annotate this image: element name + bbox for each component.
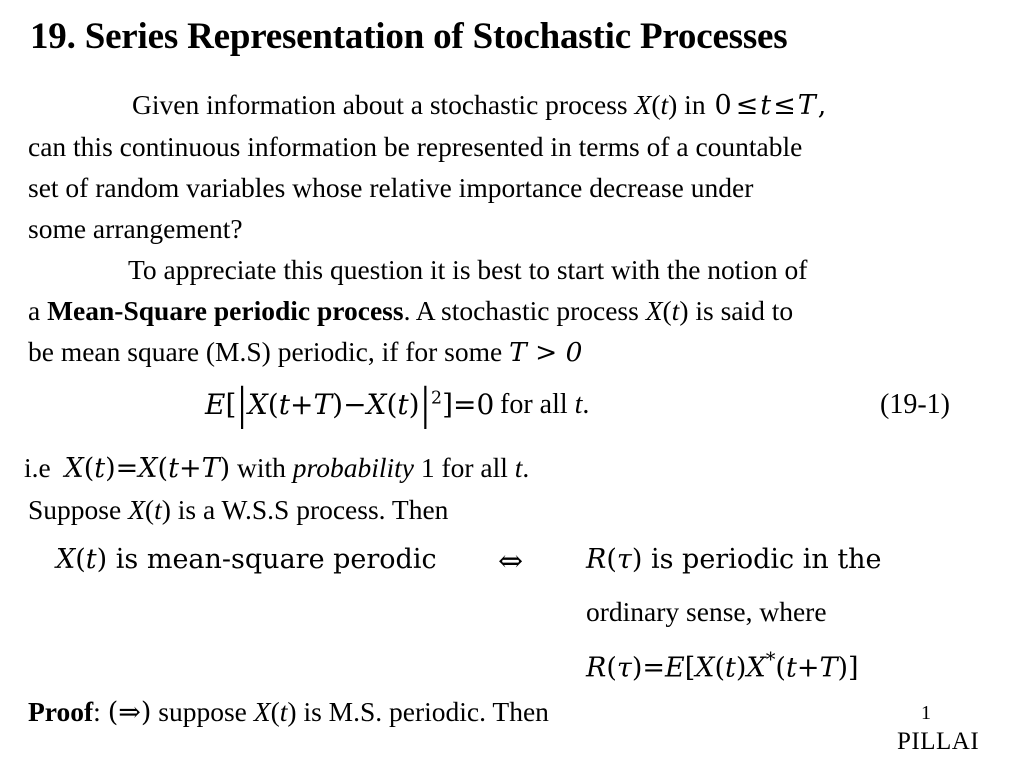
- p1-math-t: t: [660, 89, 669, 120]
- range-variable-t: t: [760, 90, 772, 121]
- suppose-text-b: is a W.S.S process. Then: [170, 494, 449, 525]
- def-equals: =: [642, 652, 665, 684]
- eq-E: E: [205, 388, 226, 421]
- def-paren-4: ): [735, 652, 747, 684]
- eq-minus: −: [343, 388, 367, 421]
- eq-t-1: t: [278, 388, 290, 421]
- p2-line2-b: . A stochastic process: [403, 295, 646, 326]
- ie-equation: [64, 453, 230, 484]
- equiv-rhs-paren-2: ): [631, 544, 643, 575]
- equiv-rhs-text: is periodic in the: [642, 544, 882, 575]
- paragraph-2-line-2: [28, 290, 1008, 331]
- eq-t-2: t: [397, 388, 409, 421]
- def-bracket-close: ]: [848, 652, 859, 684]
- def-paren-5: (: [775, 652, 786, 684]
- ie-line: [24, 452, 1024, 484]
- p2-math-zero: 0: [565, 337, 583, 368]
- suppose-text-a: Suppose: [28, 494, 129, 525]
- def-t-2: t: [785, 652, 797, 684]
- suppose-t: t: [154, 494, 162, 525]
- eq-bar-close: |: [420, 378, 431, 431]
- equation-19-1-number: (19-1): [880, 389, 950, 420]
- ie-equals: =: [115, 453, 139, 484]
- eq-paren-4: ): [408, 388, 420, 421]
- proof-line: [28, 696, 549, 728]
- def-paren-3: (: [714, 652, 726, 684]
- equiv-lhs-text: is mean-square perodic: [107, 544, 437, 575]
- ie-tail-a: 1 for all: [413, 452, 515, 483]
- suppose-line: [28, 494, 448, 526]
- proof-direction-arrow: [108, 697, 152, 728]
- proof-text-b: is M.S. periodic. Then: [296, 696, 549, 727]
- ie-t-2: t: [168, 453, 179, 484]
- def-X-1: X: [695, 652, 715, 684]
- ie-plus: +: [178, 453, 202, 484]
- autocorrelation-definition: [586, 648, 859, 684]
- proof-paren-2: ): [287, 696, 297, 727]
- def-conjugate-star: *: [765, 648, 776, 671]
- ie-label: i.e: [24, 452, 51, 483]
- paragraph-2-line-3: [28, 331, 1008, 373]
- equiv-lhs-t: t: [85, 544, 97, 575]
- eq-bar-open: |: [237, 378, 247, 431]
- proof-text-a: suppose: [151, 696, 254, 727]
- range-comma: ,: [817, 90, 827, 121]
- proof-arrow-paren-close: ): [140, 697, 152, 728]
- def-E: E: [665, 652, 685, 684]
- eq-X-1: X: [247, 388, 268, 421]
- ie-paren-3: (: [157, 453, 169, 484]
- def-R: R: [586, 652, 607, 684]
- proof-arrow-paren-open: (: [107, 697, 119, 728]
- equiv-rhs-R: R: [586, 544, 607, 575]
- ie-probability-word: probability: [292, 452, 414, 483]
- eq-exponent-2: 2: [431, 388, 443, 409]
- p1-math-X: X: [634, 89, 652, 120]
- eq-plus: +: [289, 388, 314, 421]
- p1-text-a: Given information about a stochastic process: [132, 89, 635, 120]
- eq-bracket-open: [: [225, 388, 237, 421]
- equation-19-1-expression: [205, 378, 495, 431]
- p2-line2-a: a: [28, 295, 48, 326]
- ie-paren-4: ): [219, 453, 231, 484]
- p2-math-t: t: [671, 295, 680, 326]
- proof-colon: :: [93, 696, 108, 727]
- p2-math-X: X: [645, 295, 663, 326]
- paragraph-1-line-4: some arrangement?: [28, 213, 243, 244]
- forall-period: .: [582, 389, 590, 420]
- ie-tail-period: .: [522, 452, 530, 483]
- def-T: T: [819, 652, 838, 684]
- forall-variable: t: [574, 389, 583, 420]
- ie-X-1: X: [64, 453, 84, 484]
- proof-label: Proof: [28, 696, 94, 727]
- eq-paren-2: ): [332, 388, 344, 421]
- proof-paren-1: (: [270, 696, 280, 727]
- page-number: 1: [921, 702, 931, 724]
- p1-text-c: ) in: [668, 89, 713, 120]
- mean-square-periodic-process-term: Mean-Square periodic process: [47, 295, 404, 326]
- proof-X: X: [253, 696, 271, 727]
- author-footer: PILLAI: [897, 728, 980, 755]
- eq-X-2: X: [366, 388, 387, 421]
- p1-text-b: (: [651, 89, 661, 120]
- p2-line3-a: be mean square (M.S) periodic, if for some: [28, 336, 510, 367]
- inline-range-expression: [712, 90, 828, 121]
- page-title: 19. Series Representation of Stochastic Processes: [30, 16, 788, 57]
- ie-T: T: [201, 453, 220, 484]
- eq-zero: 0: [476, 388, 495, 421]
- iff-symbol-icon: ⇔: [498, 544, 524, 579]
- def-t-1: t: [725, 652, 736, 684]
- def-paren-1: (: [606, 652, 617, 684]
- equivalence-lhs: [56, 544, 437, 575]
- def-paren-6: ): [837, 652, 848, 684]
- def-plus: +: [796, 652, 820, 684]
- def-tau: τ: [616, 652, 632, 684]
- equiv-lhs-paren-1: (: [75, 544, 86, 575]
- ie-paren-2: ): [105, 453, 116, 484]
- range-le-2: ≤: [773, 90, 796, 121]
- implies-arrow-icon: ⇒: [118, 697, 141, 728]
- eq-T-1: T: [313, 388, 333, 421]
- ie-with: with: [230, 452, 293, 483]
- ie-X-2: X: [138, 453, 158, 484]
- suppose-X: X: [128, 494, 145, 525]
- equiv-rhs-paren-1: (: [606, 544, 617, 575]
- equation-19-1-row: [0, 378, 1024, 432]
- forall-text: for all: [500, 389, 575, 420]
- def-bracket-open: [: [684, 652, 696, 684]
- eq-paren-3: (: [386, 388, 398, 421]
- body-text-block: [28, 84, 1008, 373]
- paragraph-1-line-2: can this continuous information be represented in terms of a countable: [28, 131, 803, 162]
- p2-greater-than: >: [526, 337, 566, 368]
- ie-t-1: t: [94, 453, 106, 484]
- equation-19-1-forall: [500, 389, 589, 421]
- p2-line1-text: To appreciate this question it is best to start with the notion of: [128, 254, 808, 285]
- ie-paren-1: (: [83, 453, 95, 484]
- range-le-1: ≤: [735, 90, 759, 121]
- paragraph-2-line-1: [28, 249, 1008, 290]
- proof-t: t: [279, 696, 288, 727]
- equivalence-rhs-line-2: ordinary sense, where: [586, 596, 827, 627]
- eq-paren-1: (: [267, 388, 279, 421]
- eq-equals: =: [453, 388, 477, 421]
- p2-math-T: T: [509, 337, 527, 368]
- equivalence-rhs-line-1: [586, 544, 882, 575]
- def-paren-2: ): [631, 652, 643, 684]
- p2-line2-c: is said to: [688, 295, 794, 326]
- equiv-rhs-tau: τ: [616, 544, 632, 575]
- range-variable-T: T: [797, 90, 816, 121]
- suppose-paren-2: ): [161, 494, 171, 525]
- suppose-paren-1: (: [144, 494, 155, 525]
- ie-tail-variable: t: [514, 452, 523, 483]
- equiv-lhs-X: X: [56, 544, 76, 575]
- def-X-2: X: [746, 652, 766, 684]
- p2-paren-close: ): [679, 295, 689, 326]
- paragraph-1-line-3: set of random variables whose relative importance decrease under: [28, 172, 754, 203]
- equiv-lhs-paren-2: ): [96, 544, 108, 575]
- paragraph-1-line-1: [28, 84, 1008, 126]
- eq-bracket-close: ]: [442, 388, 454, 421]
- p2-paren-open: (: [662, 295, 672, 326]
- range-zero: 0: [714, 90, 732, 121]
